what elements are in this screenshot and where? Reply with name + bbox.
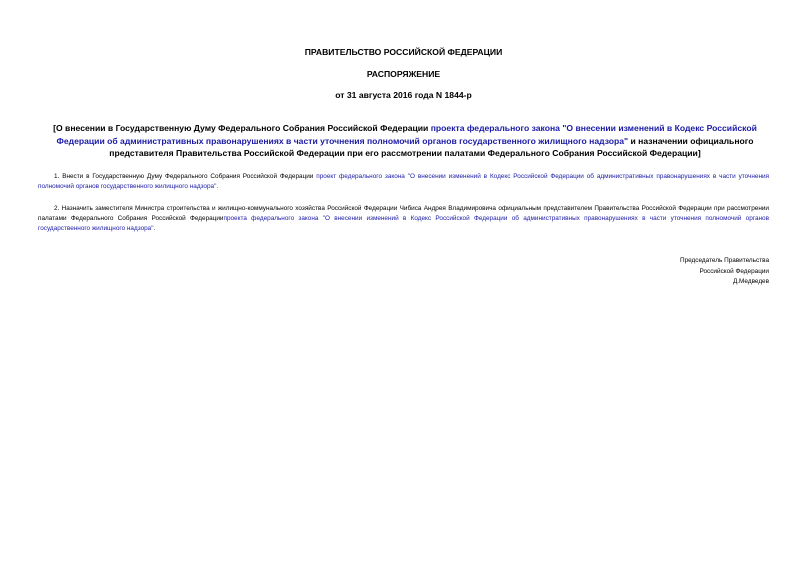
title-bill-link[interactable]: проекта федерального закона "О внесении изменений в Кодекс Российской Федерации об административных правонарушениях в части уточнения полномочий органов государственного жилищного надзора" [56,123,757,146]
signatory-country: Российской Федерации [699,267,769,275]
issuer-heading: ПРАВИТЕЛЬСТВО РОССИЙСКОЙ ФЕДЕРАЦИИ [304,47,503,57]
paragraph-1-end: . [216,183,219,190]
paragraph-1-bill-link[interactable]: проект федерального закона "О внесении изменений в Кодекс Российской Федерации об административных правонарушениях в части уточнения полномочий органов государственного жилищного надзора" [38,173,769,190]
title-text-end: и назначении официального представителя Правительства Российской Федерации при его рассмотрении палатами Федерального Собрания Российской Федерации] [109,135,754,158]
signatory-name: Д.Медведев [732,278,769,285]
signatory-position: Председатель Правительства [680,257,769,264]
document-type-heading: РАСПОРЯЖЕНИЕ [366,69,441,79]
paragraph-2-end: . [153,225,156,232]
document-date-number: от 31 августа 2016 года N 1844-р [335,90,472,100]
document-title [52,122,758,160]
paragraph-2-text: 2. Назначить заместителя Министра строительства и жилищно-коммунального хозяйства Российской Федерации Чибиса Андрея Владимировича официальным представителем Правительства Российской Федерации при рассмотрении палатами Федерального Собрания Российской Федерации [38,205,769,222]
paragraph-1 [38,172,769,192]
paragraph-2 [38,204,769,234]
paragraph-2-bill-link[interactable]: проекта федерального закона "О внесении изменений в Кодекс Российской Федерации об административных правонарушениях в части уточнения полномочий органов государственного жилищного надзора" [38,215,769,232]
title-text-start: [О внесении в Государственную Думу Федерального Собрания Российской Федерации [53,123,431,133]
paragraph-1-text: 1. Внести в Государственную Думу Федерального Собрания Российской Федерации [54,173,317,180]
signature-block [569,256,769,288]
